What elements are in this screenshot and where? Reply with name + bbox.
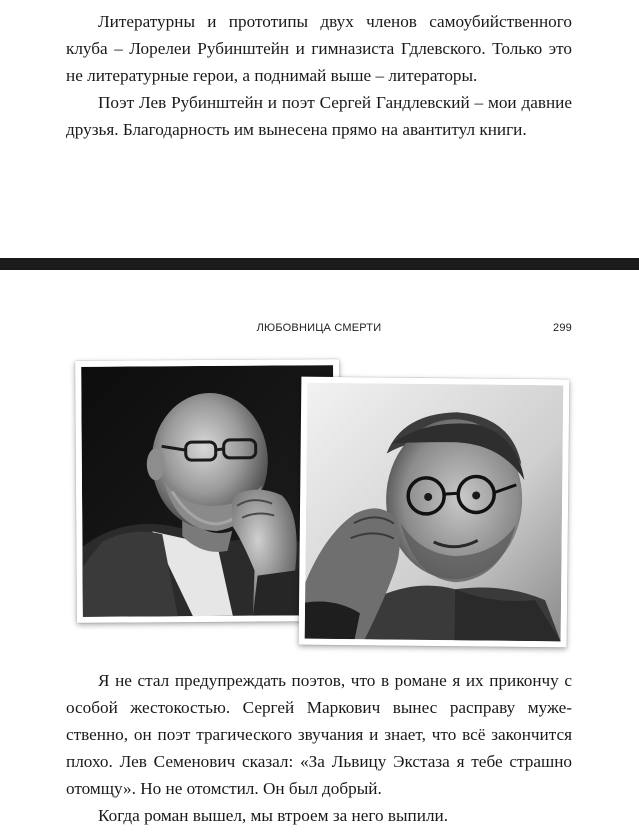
running-title: ЛЮБОВНИЦА СМЕРТИ (256, 322, 382, 334)
paragraph: Когда роман вышел, мы втроем за него выпили. (98, 806, 449, 825)
paragraph: Литературны и прототипы двух членов самоубийственного клуба – Лорелеи Рубинштейн и гимназиста Гдлевского. Только это не литературные герои, а поднимай выше – литераторы. (66, 12, 572, 85)
page-text (66, 667, 572, 829)
photo-right (299, 377, 570, 648)
photo-left-image (81, 365, 335, 617)
photo-right-image (305, 383, 564, 642)
page-divider (0, 258, 639, 270)
paragraph: Поэт Лев Рубинштейн и поэт Сергей Гандлевский – мои давние друзья. Благодарность им вынесена прямо на авантитул книги. (66, 93, 572, 139)
running-header (66, 322, 572, 340)
paragraph: Я не стал предупреждать поэтов, что в романе я их прикончу с особой жестокостью. Сергей Маркович вынес расправу мужественно, он поэт трагического звучания и знает, что всё закончится плохо. Лев Семенович сказал: «За Львицу Экстаза я тебе страшно отомщу». Но не отомстил. Он был добрый. (66, 671, 572, 798)
page-number: 299 (553, 322, 572, 334)
previous-page-text (66, 8, 572, 143)
previous-page (0, 0, 639, 258)
